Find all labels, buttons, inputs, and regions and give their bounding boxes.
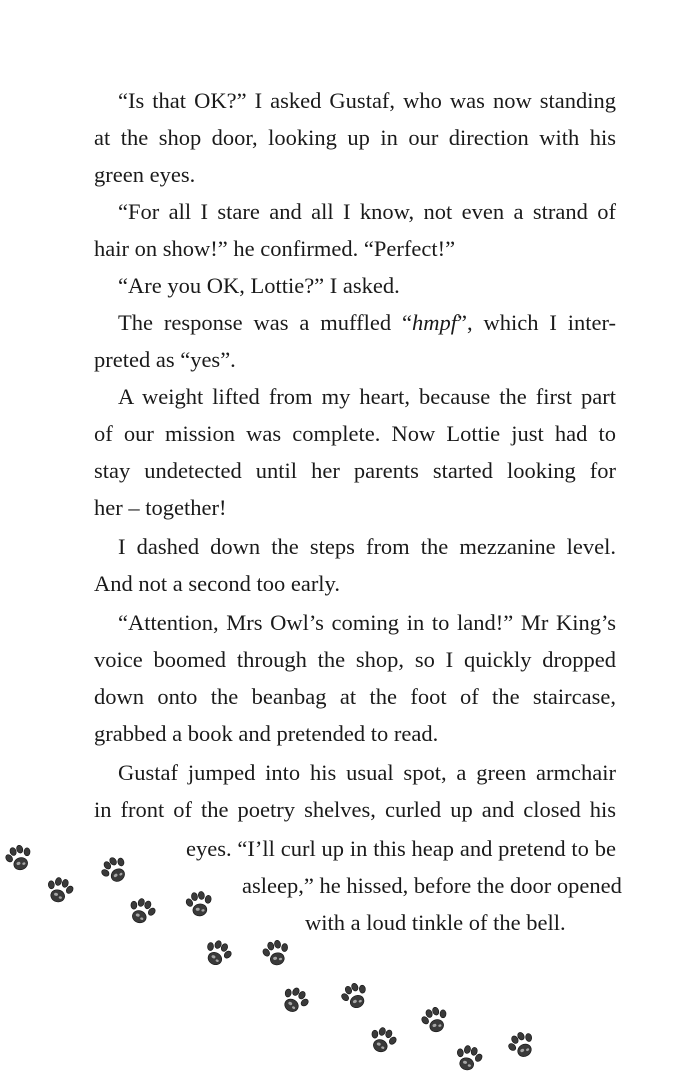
paw-print-icon (119, 890, 163, 934)
paw-print-icon (499, 1023, 545, 1069)
text-line: And not a second too early. (94, 571, 340, 596)
text-line (118, 308, 616, 338)
paw-print-icon (91, 847, 138, 894)
text-line: preted as “yes”. (94, 347, 236, 372)
paw-print-icon (194, 931, 239, 976)
text-line: down onto the beanbag at the foot of the staircase, (94, 684, 616, 709)
text-line: voice boomed through the shop, so I quickly dropped (94, 647, 616, 672)
text-line: “Are you OK, Lottie?” I asked. (118, 273, 400, 298)
paw-print-icon (0, 837, 41, 881)
text-line: Gustaf jumped into his usual spot, a green armchair (118, 760, 616, 785)
paw-print-icon (413, 999, 457, 1043)
emphasis-text: hmpf (411, 310, 457, 335)
paw-print-icon (271, 978, 317, 1024)
paw-print-icon (179, 885, 218, 924)
text-line: stay undetected until her parents started looking for (94, 458, 616, 483)
text-line: eyes. “I’ll curl up in this heap and pretend to be (186, 836, 616, 861)
paw-print-icon (332, 974, 377, 1019)
text-line: green eyes. (94, 162, 196, 187)
text-line: with a loud tinkle of the bell. (305, 910, 566, 935)
text-line: asleep,” he hissed, before the door opened (242, 873, 622, 898)
text-line: I dashed down the steps from the mezzanine level. (118, 534, 616, 559)
paw-print-icon (447, 1038, 489, 1080)
text-line: hair on show!” he confirmed. “Perfect!” (94, 236, 456, 261)
text-line: “For all I stare and all I know, not even a strand of (118, 199, 616, 224)
text-line: of our mission was complete. Now Lottie just had to (94, 421, 616, 446)
paw-print-icon (255, 933, 297, 975)
text-line: A weight lifted from my heart, because the first part (118, 384, 616, 409)
text-line: “Attention, Mrs Owl’s coming in to land!” Mr King’s (118, 610, 616, 635)
text-span: The response was a muffled “ (118, 310, 412, 335)
paw-print-icon (38, 870, 80, 912)
text-line: in front of the poetry shelves, curled up and closed his (94, 797, 616, 822)
text-line: “Is that OK?” I asked Gustaf, who was now standing (118, 88, 616, 113)
text-line: grabbed a book and pretended to read. (94, 721, 439, 746)
text-line: at the shop door, looking up in our direction with his (94, 125, 616, 150)
paw-print-icon (360, 1019, 404, 1063)
text-span: ”, which I inter- (456, 310, 616, 335)
text-line: her – together! (94, 495, 227, 520)
